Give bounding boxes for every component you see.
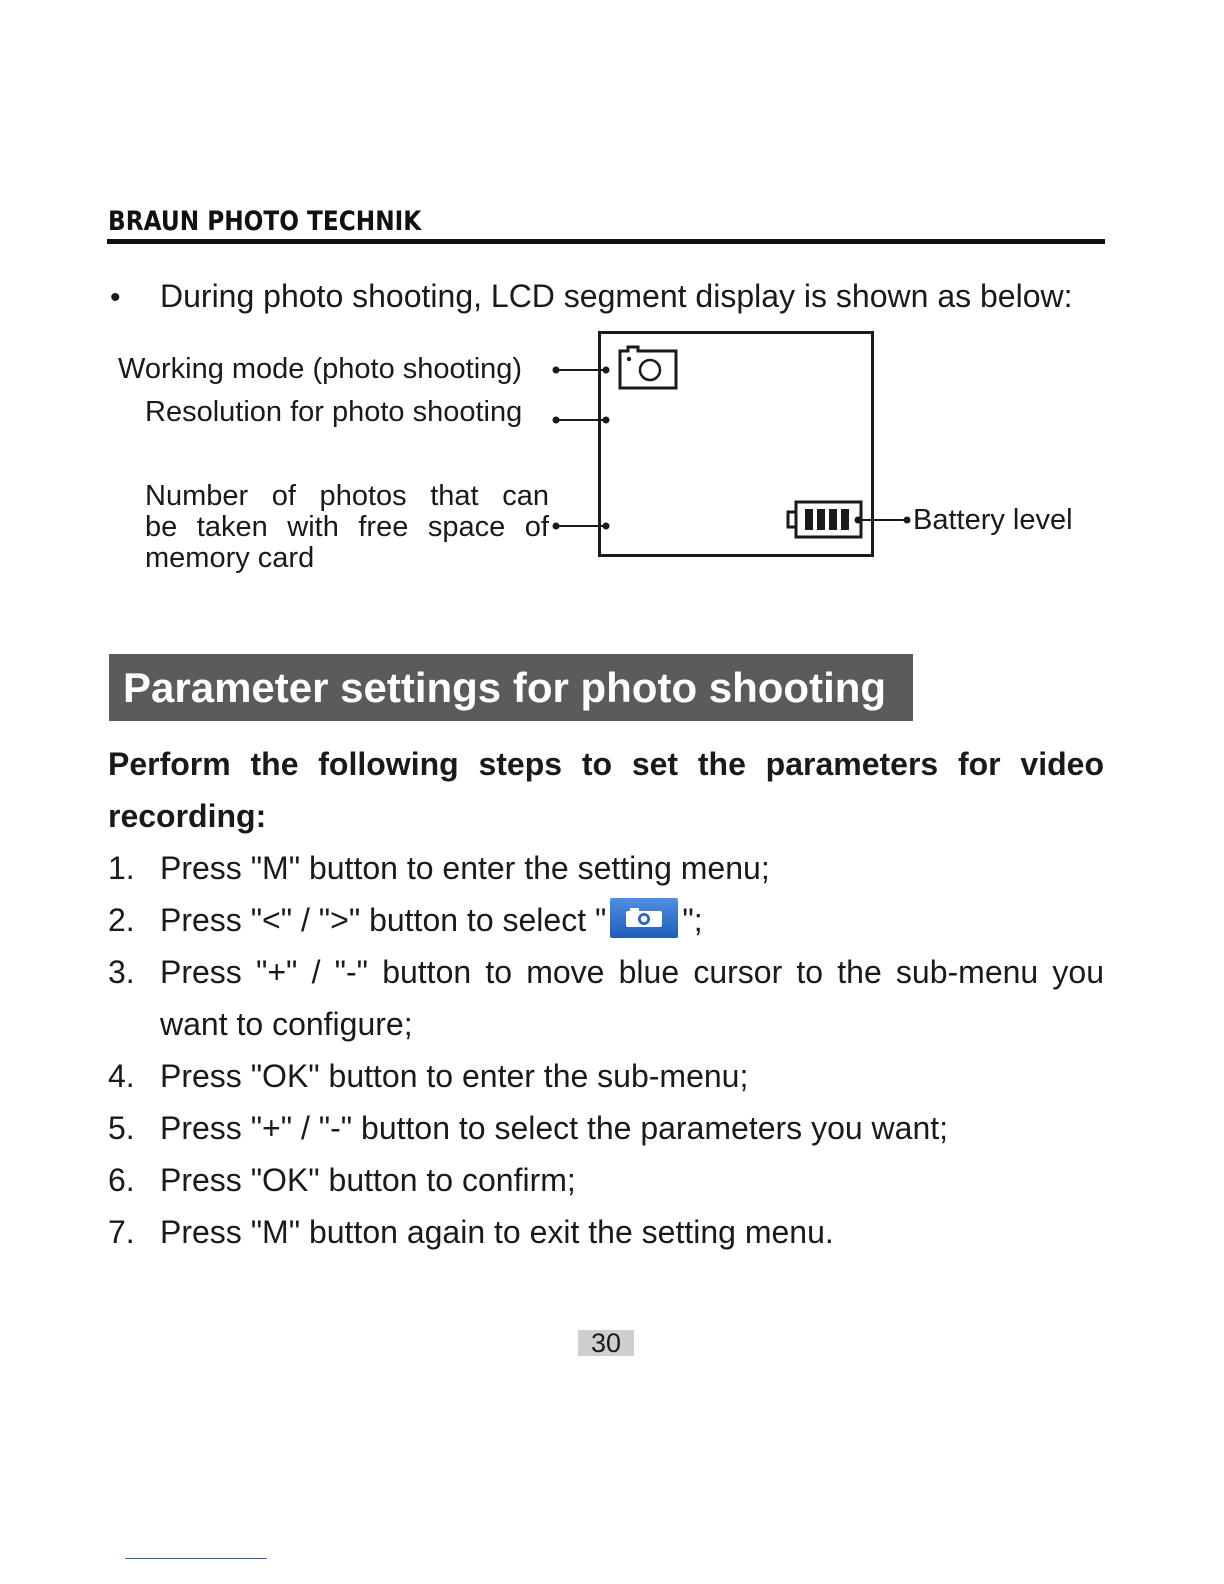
section-intro-line-1: Perform the following steps to set the parameters for video [108, 746, 1104, 782]
step-item [108, 842, 1104, 894]
page-number: 30 [578, 1330, 634, 1356]
section-heading: Parameter settings for photo shooting [123, 664, 887, 711]
step-number: 6. [108, 1162, 135, 1198]
callout-resolution: Resolution for photo shooting [145, 396, 523, 428]
step-number: 7. [108, 1214, 135, 1250]
battery-icon [786, 499, 866, 541]
step-text-after: "; [682, 902, 703, 938]
callout-working-mode: Working mode (photo shooting) [118, 353, 523, 385]
callout-number-line-1: Number of photos that can [145, 480, 549, 512]
brand-header: BRAUN PHOTO TECHNIK [108, 206, 422, 237]
callout-number-line-3: memory card [145, 542, 315, 574]
step-item [108, 1206, 1104, 1258]
step-item [108, 946, 1104, 1050]
step-text-before: Press "<" / ">" button to select " [160, 902, 607, 938]
step-item [108, 894, 1104, 946]
step-number: 1. [108, 850, 135, 886]
camera-icon [610, 898, 678, 938]
footer-line [125, 1558, 267, 1559]
step-item [108, 1050, 1104, 1102]
step-number: 4. [108, 1058, 135, 1094]
step-text: Press "OK" button to enter the sub-menu; [160, 1058, 749, 1094]
step-item [108, 1102, 1104, 1154]
step-text-line-1: Press "+" / "-" button to move blue cursor to the sub-menu you [160, 954, 1104, 990]
section-intro-line-2: recording: [108, 798, 267, 834]
step-number: 2. [108, 902, 135, 938]
step-text: Press "+" / "-" button to select the parameters you want; [160, 1110, 949, 1146]
callout-battery-level: Battery level [913, 504, 1073, 536]
bullet-marker: • [110, 281, 121, 314]
lcd-diagram-lines [0, 0, 1224, 600]
step-number: 5. [108, 1110, 135, 1146]
step-text: Press "OK" button to confirm; [160, 1162, 576, 1198]
section-intro [108, 738, 1104, 842]
camera-icon [616, 344, 682, 392]
step-text [160, 894, 1104, 946]
callout-number-line-2: be taken with free space of [145, 511, 549, 543]
step-item [108, 1154, 1104, 1206]
intro-bullet-text: During photo shooting, LCD segment display is shown as below: [160, 278, 1073, 314]
step-text: Press "M" button again to exit the setting menu. [160, 1214, 834, 1250]
step-number: 3. [108, 954, 135, 990]
step-text-line-2: want to configure; [160, 1006, 413, 1042]
steps-list [108, 842, 1104, 1258]
step-text: Press "M" button to enter the setting menu; [160, 850, 770, 886]
